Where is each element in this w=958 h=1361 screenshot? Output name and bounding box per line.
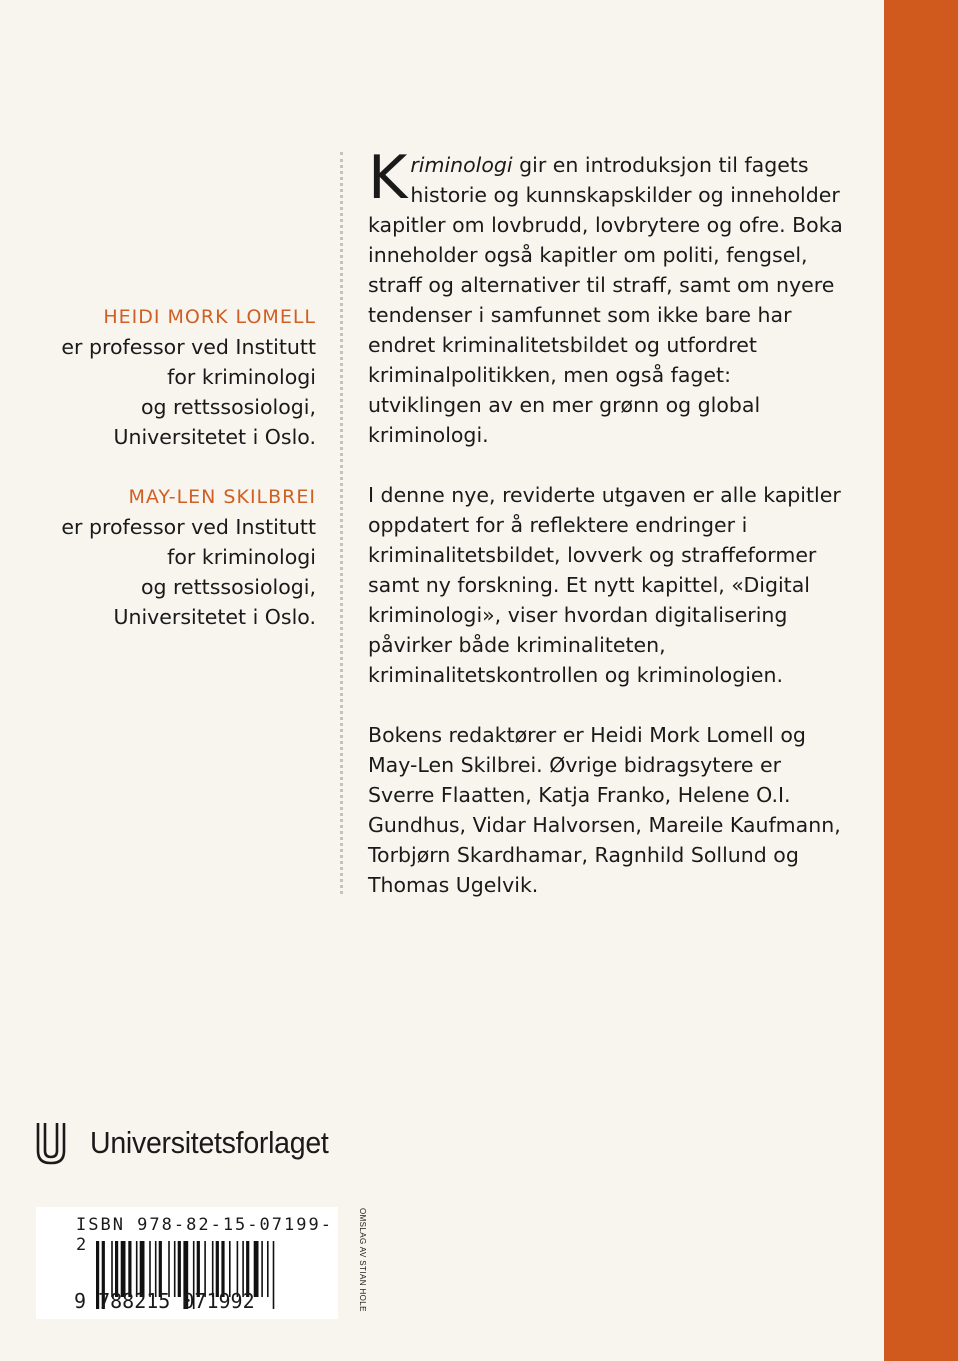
book-spine	[884, 0, 958, 1361]
author-2-bio	[30, 482, 316, 632]
drop-cap: K	[368, 143, 408, 213]
blurb-paragraph-3: Bokens redaktører er Heidi Mork Lomell og May-Len Skilbrei. Øvrige bidragsytere er Sverre Flaatten, Katja Franko, Helene O.I. Gundhus, Vidar Halvorsen, Mareile Kaufmann, Torbjørn Skardhamar, Ragnhild Sollund og Thomas Ugelvik.	[368, 723, 841, 897]
barcode-bar	[273, 1241, 275, 1309]
author-1-name: HEIDI MORK LOMELL	[103, 306, 316, 328]
author-2-line: for kriminologi	[167, 545, 316, 569]
author-1-line: og rettssosiologi,	[140, 395, 316, 419]
barcode-bar	[267, 1241, 269, 1297]
barcode	[36, 1207, 338, 1319]
blurb-paragraph-1-text: gir en introduksjon til fagets historie og kunnskapskilder og inneholder kapitler om lovbrudd, lovbrytere og ofre. Boka inneholder også kapitler om politi, fengsel, straff og alternativer til straff, samt om nyere tendenser i samfunnet som ikke bare har endret kriminalitetsbildet og utfordret kriminalpolitikken, men også faget: utviklingen av en mer grønn og global kriminologi.	[368, 153, 843, 447]
publisher-logo	[36, 1121, 349, 1165]
publisher-u-logo-icon	[36, 1121, 66, 1165]
publisher-name: Universitetsforlaget	[90, 1125, 329, 1160]
author-2-line: og rettssosiologi,	[140, 575, 316, 599]
author-1-line: er professor ved Institutt	[61, 335, 316, 359]
author-2-line: Universitetet i Oslo.	[113, 605, 316, 629]
isbn-number: ISBN 978-82-15-07199-2	[76, 1215, 333, 1255]
barcode-digits: 9 788215 071992	[74, 1289, 255, 1313]
barcode-bar	[261, 1241, 263, 1297]
dotted-divider	[340, 152, 343, 894]
blurb-text	[368, 143, 848, 930]
blurb-paragraph-1	[368, 143, 848, 450]
author-1-line: for kriminologi	[167, 365, 316, 389]
blurb-lead-word: riminologi	[410, 153, 513, 177]
author-2-name: MAY-LEN SKILBREI	[128, 486, 316, 508]
author-1-bio	[30, 302, 316, 452]
cover-credit: OMSLAG AV STIAN HOLE	[358, 1208, 367, 1312]
author-2-line: er professor ved Institutt	[61, 515, 316, 539]
author-1-line: Universitetet i Oslo.	[113, 425, 316, 449]
blurb-paragraph-2: I denne nye, reviderte utgaven er alle kapitler oppdatert for å reflektere endringer i kriminalitetsbildet, lovverk og straffeformer samt ny forskning. Et nytt kapittel, «Digital kriminologi», viser hvordan digitalisering påvirker både kriminaliteten, kriminalitetskontrollen og kriminologien.	[368, 483, 841, 687]
